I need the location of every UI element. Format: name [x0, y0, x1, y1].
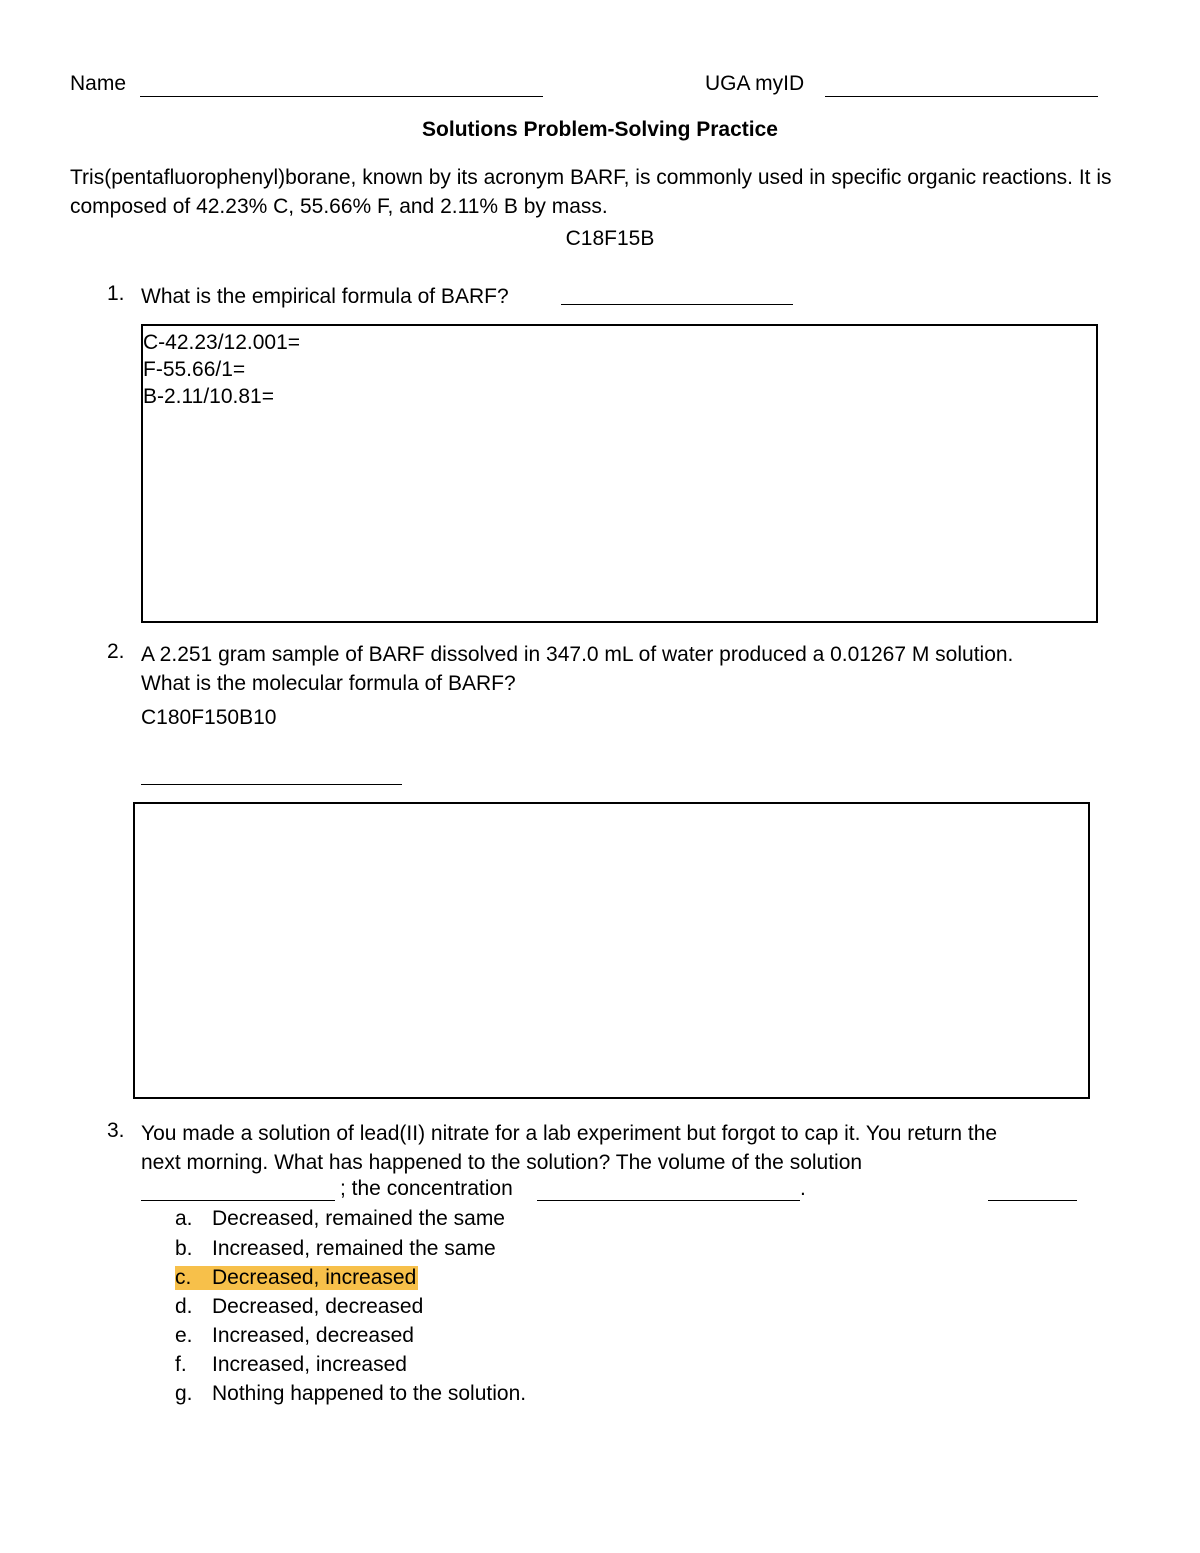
- volume-blank[interactable]: [141, 1200, 335, 1201]
- question-3-line-2: next morning. What has happened to the solution? The volume of the solution: [141, 1151, 863, 1174]
- question-1-work-box[interactable]: [141, 324, 1098, 623]
- work-line-fluorine: F-55.66/1=: [143, 358, 246, 381]
- question-2-line-2: What is the molecular formula of BARF?: [141, 672, 516, 695]
- option-letter: g.: [175, 1382, 193, 1405]
- name-label: Name: [70, 72, 127, 95]
- option-letter: b.: [175, 1237, 193, 1260]
- question-1-number: 1.: [107, 282, 125, 305]
- option-text: Increased, decreased: [212, 1324, 414, 1347]
- option-letter: f.: [175, 1353, 187, 1376]
- question-2-work-box[interactable]: [133, 802, 1090, 1099]
- option-text: Increased, remained the same: [212, 1237, 496, 1260]
- option-text: Increased, increased: [212, 1353, 407, 1376]
- intro-paragraph: Tris(pentafluorophenyl)borane, known by its acronym BARF, is commonly used in specific organic reactions. It is composed of 42.23% C, 55.66% F, and 2.11% B by mass.: [70, 166, 1112, 218]
- option-text: Decreased, remained the same: [212, 1207, 505, 1230]
- option-a[interactable]: [175, 1207, 505, 1231]
- option-letter: e.: [175, 1324, 193, 1347]
- sentence-period: .: [800, 1177, 806, 1200]
- option-d[interactable]: [175, 1295, 423, 1319]
- question-3-line-1: You made a solution of lead(II) nitrate for a lab experiment but forgot to cap it. You return the: [141, 1122, 998, 1145]
- option-letter: d.: [175, 1295, 193, 1318]
- work-line-carbon: C-42.23/12.001=: [143, 331, 301, 354]
- name-blank[interactable]: [140, 96, 543, 97]
- option-text: Decreased, increased: [212, 1266, 417, 1289]
- question-1-text: What is the empirical formula of BARF?: [141, 285, 509, 308]
- option-c-highlighted[interactable]: [175, 1266, 418, 1290]
- formula-note: C18F15B: [565, 227, 655, 250]
- option-text: Decreased, decreased: [212, 1295, 424, 1318]
- option-letter: a.: [175, 1207, 193, 1230]
- question-3-number: 3.: [107, 1119, 125, 1142]
- uga-myid-label: UGA myID: [705, 72, 805, 95]
- question-3-text: [141, 1119, 997, 1177]
- option-text: Nothing happened to the solution.: [212, 1382, 527, 1405]
- question-1-answer-blank[interactable]: [561, 304, 793, 305]
- page-title: Solutions Problem-Solving Practice: [422, 118, 778, 141]
- question-2-line-1: A 2.251 gram sample of BARF dissolved in 347.0 mL of water produced a 0.01267 M solution.: [141, 643, 1014, 666]
- concentration-label: ; the concentration: [340, 1177, 513, 1200]
- question-3-answer-blank[interactable]: [988, 1200, 1077, 1201]
- question-2-answer-blank[interactable]: [141, 784, 402, 785]
- work-line-boron: B-2.11/10.81=: [143, 385, 274, 408]
- option-letter: c.: [175, 1266, 192, 1289]
- uga-myid-blank[interactable]: [825, 96, 1098, 97]
- option-g[interactable]: [175, 1382, 526, 1406]
- question-2-answer: C180F150B10: [141, 706, 277, 729]
- question-2-number: 2.: [107, 640, 125, 663]
- concentration-blank[interactable]: [537, 1200, 800, 1201]
- question-2-text: [141, 640, 1013, 698]
- option-e[interactable]: [175, 1324, 414, 1348]
- option-b[interactable]: [175, 1237, 496, 1261]
- option-f[interactable]: [175, 1353, 407, 1377]
